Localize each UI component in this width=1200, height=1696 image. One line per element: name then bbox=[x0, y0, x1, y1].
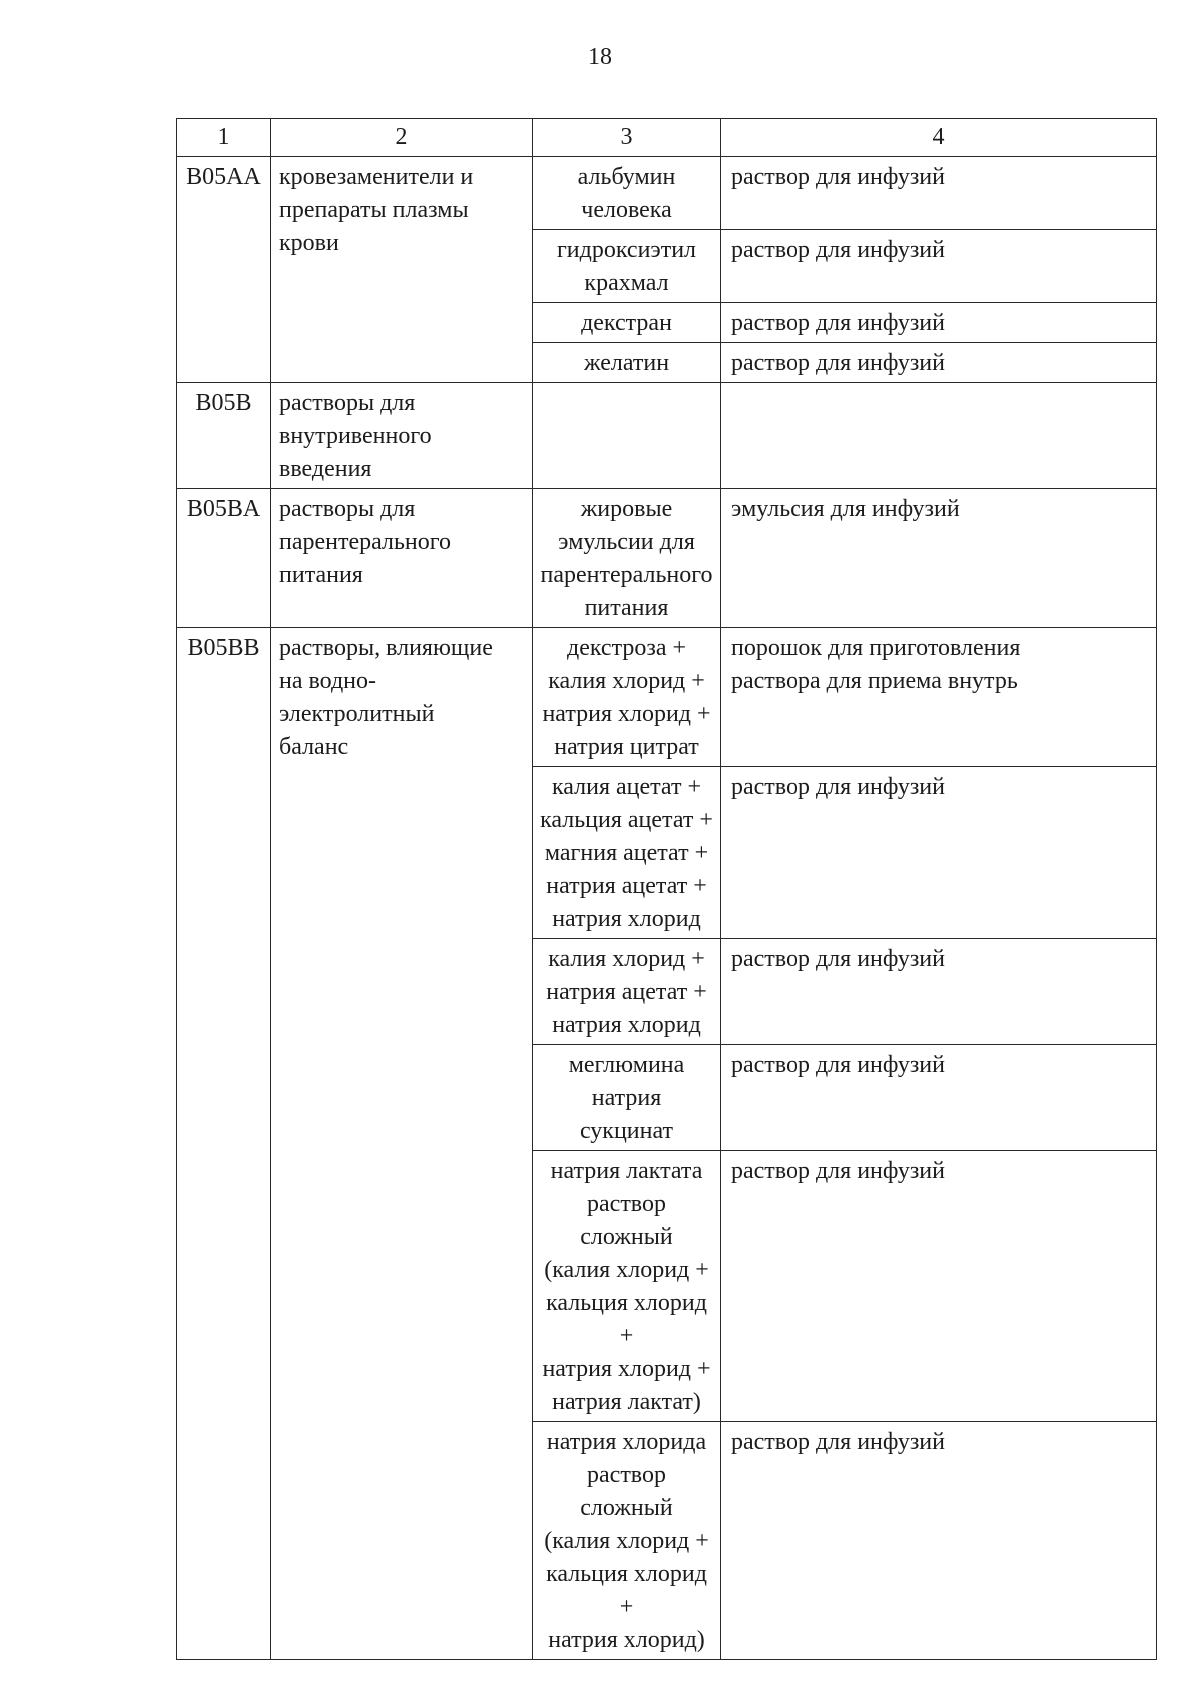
group-name-line: растворы для bbox=[279, 496, 416, 522]
substance-line: сложный bbox=[580, 1495, 673, 1521]
substance-cell bbox=[533, 343, 721, 383]
substance-line: натрия ацетат + bbox=[546, 873, 707, 899]
dosage-form-cell bbox=[721, 1151, 1157, 1422]
substance-line: раствор bbox=[587, 1462, 666, 1488]
substance-line: натрия лактата bbox=[550, 1158, 703, 1184]
substance-line: человека bbox=[581, 197, 672, 223]
substance-line: натрия bbox=[591, 1085, 662, 1111]
page-number: 18 bbox=[588, 44, 612, 70]
substance-line: парентерального bbox=[540, 562, 713, 588]
dosage-form-line: раствор для инфузий bbox=[731, 774, 945, 800]
substance-line: натрия хлорид + bbox=[542, 1356, 711, 1382]
substance-line: крахмал bbox=[584, 270, 669, 296]
substance-line: эмульсии для bbox=[558, 529, 695, 555]
dosage-form-line: раствор для инфузий bbox=[731, 164, 945, 190]
substance-line: сукцинат bbox=[579, 1118, 674, 1144]
dosage-form-line: эмульсия для инфузий bbox=[731, 496, 960, 522]
dosage-form-cell bbox=[721, 157, 1157, 230]
substance-line: кальция ацетат + bbox=[540, 807, 713, 833]
drug-table bbox=[176, 118, 1157, 1660]
dosage-form-cell bbox=[721, 343, 1157, 383]
substance-line: сложный bbox=[580, 1224, 673, 1250]
dosage-form-line: раствор для инфузий bbox=[731, 350, 945, 376]
table-row bbox=[177, 489, 1157, 628]
substance-cell bbox=[533, 1422, 721, 1660]
dosage-form-cell bbox=[721, 1422, 1157, 1660]
dosage-form-cell bbox=[721, 1045, 1157, 1151]
table-body bbox=[177, 119, 1157, 1660]
dosage-form-line: раствор для инфузий bbox=[731, 1429, 945, 1455]
dosage-form-line: раствор для инфузий bbox=[731, 1158, 945, 1184]
substance-line: натрия ацетат + bbox=[546, 979, 707, 1005]
substance-line: меглюмина bbox=[568, 1052, 685, 1078]
dosage-form-cell bbox=[721, 628, 1157, 767]
header-row bbox=[177, 119, 1157, 157]
substance-cell bbox=[533, 767, 721, 939]
substance-cell bbox=[533, 1045, 721, 1151]
header-cell-3: 3 bbox=[533, 119, 721, 157]
table-row bbox=[177, 157, 1157, 230]
substance-cell bbox=[533, 157, 721, 230]
group-name-cell bbox=[271, 157, 533, 383]
substance-cell bbox=[533, 628, 721, 767]
group-name-line: питания bbox=[279, 562, 363, 588]
substance-line: декстран bbox=[581, 310, 672, 336]
substance-line: натрия цитрат bbox=[554, 734, 699, 760]
substance-line: кальция хлорид + bbox=[546, 1290, 707, 1349]
substance-line: декстроза + bbox=[566, 635, 687, 661]
dosage-form-cell bbox=[721, 303, 1157, 343]
dosage-form-cell bbox=[721, 767, 1157, 939]
substance-line: натрия хлорида bbox=[546, 1429, 707, 1455]
group-name-line: введения bbox=[279, 456, 372, 482]
group-name-cell bbox=[271, 489, 533, 628]
substance-line: натрия лактат) bbox=[552, 1389, 701, 1415]
dosage-form-line: раствор для инфузий bbox=[731, 1052, 945, 1078]
dosage-form-line: раствор для инфузий bbox=[731, 237, 945, 263]
substance-line: натрия хлорид + bbox=[542, 701, 711, 727]
header-cell-1: 1 bbox=[177, 119, 271, 157]
table-row bbox=[177, 628, 1157, 767]
substance-line: альбумин bbox=[577, 164, 676, 190]
dosage-form-line: раствор для инфузий bbox=[731, 310, 945, 336]
table-row bbox=[177, 383, 1157, 489]
atc-code-cell: B05BA bbox=[177, 489, 271, 628]
substance-line: (калия хлорид + bbox=[544, 1528, 709, 1554]
substance-cell bbox=[533, 939, 721, 1045]
dosage-form-line: порошок для приготовления bbox=[731, 635, 1021, 661]
substance-line: желатин bbox=[583, 350, 670, 376]
group-name-line: на водно- bbox=[279, 668, 377, 694]
substance-line: гидроксиэтил bbox=[556, 237, 697, 263]
substance-cell bbox=[533, 230, 721, 303]
substance-line: (калия хлорид + bbox=[544, 1257, 709, 1283]
substance-line: калия хлорид + bbox=[548, 946, 705, 972]
group-name-line: кровезаменители и bbox=[279, 164, 474, 190]
header-cell-2: 2 bbox=[271, 119, 533, 157]
substance-line: кальция хлорид + bbox=[546, 1561, 707, 1620]
dosage-form-cell bbox=[721, 230, 1157, 303]
group-name-line: баланс bbox=[279, 734, 349, 760]
substance-cell bbox=[533, 303, 721, 343]
dosage-form-line: раствор для инфузий bbox=[731, 946, 945, 972]
substance-line: магния ацетат + bbox=[544, 840, 709, 866]
substance-line: питания bbox=[584, 595, 669, 621]
substance-line: калия ацетат + bbox=[551, 774, 701, 800]
group-name-line: электролитный bbox=[279, 701, 435, 727]
substance-line: натрия хлорид bbox=[552, 906, 701, 932]
dosage-form-cell bbox=[721, 383, 1157, 489]
substance-line: калия хлорид + bbox=[548, 668, 705, 694]
group-name-line: крови bbox=[279, 230, 339, 256]
dosage-form-line: раствора для приема внутрь bbox=[731, 668, 1018, 694]
atc-code-cell: B05BB bbox=[177, 628, 271, 1660]
dosage-form-cell bbox=[721, 939, 1157, 1045]
group-name-cell bbox=[271, 628, 533, 1660]
group-name-line: препараты плазмы bbox=[279, 197, 469, 223]
dosage-form-cell bbox=[721, 489, 1157, 628]
group-name-line: растворы для bbox=[279, 390, 416, 416]
group-name-line: внутривенного bbox=[279, 423, 432, 449]
header-cell-4: 4 bbox=[721, 119, 1157, 157]
substance-cell bbox=[533, 383, 721, 489]
substance-line: натрия хлорид bbox=[552, 1012, 701, 1038]
substance-cell bbox=[533, 1151, 721, 1422]
group-name-line: парентерального bbox=[279, 529, 452, 555]
group-name-line: растворы, влияющие bbox=[279, 635, 493, 661]
substance-line: жировые bbox=[580, 496, 673, 522]
atc-code-cell: B05AA bbox=[177, 157, 271, 383]
substance-cell bbox=[533, 489, 721, 628]
substance-line: натрия хлорид) bbox=[548, 1627, 705, 1653]
group-name-cell bbox=[271, 383, 533, 489]
atc-code-cell: B05B bbox=[177, 383, 271, 489]
substance-line: раствор bbox=[587, 1191, 666, 1217]
